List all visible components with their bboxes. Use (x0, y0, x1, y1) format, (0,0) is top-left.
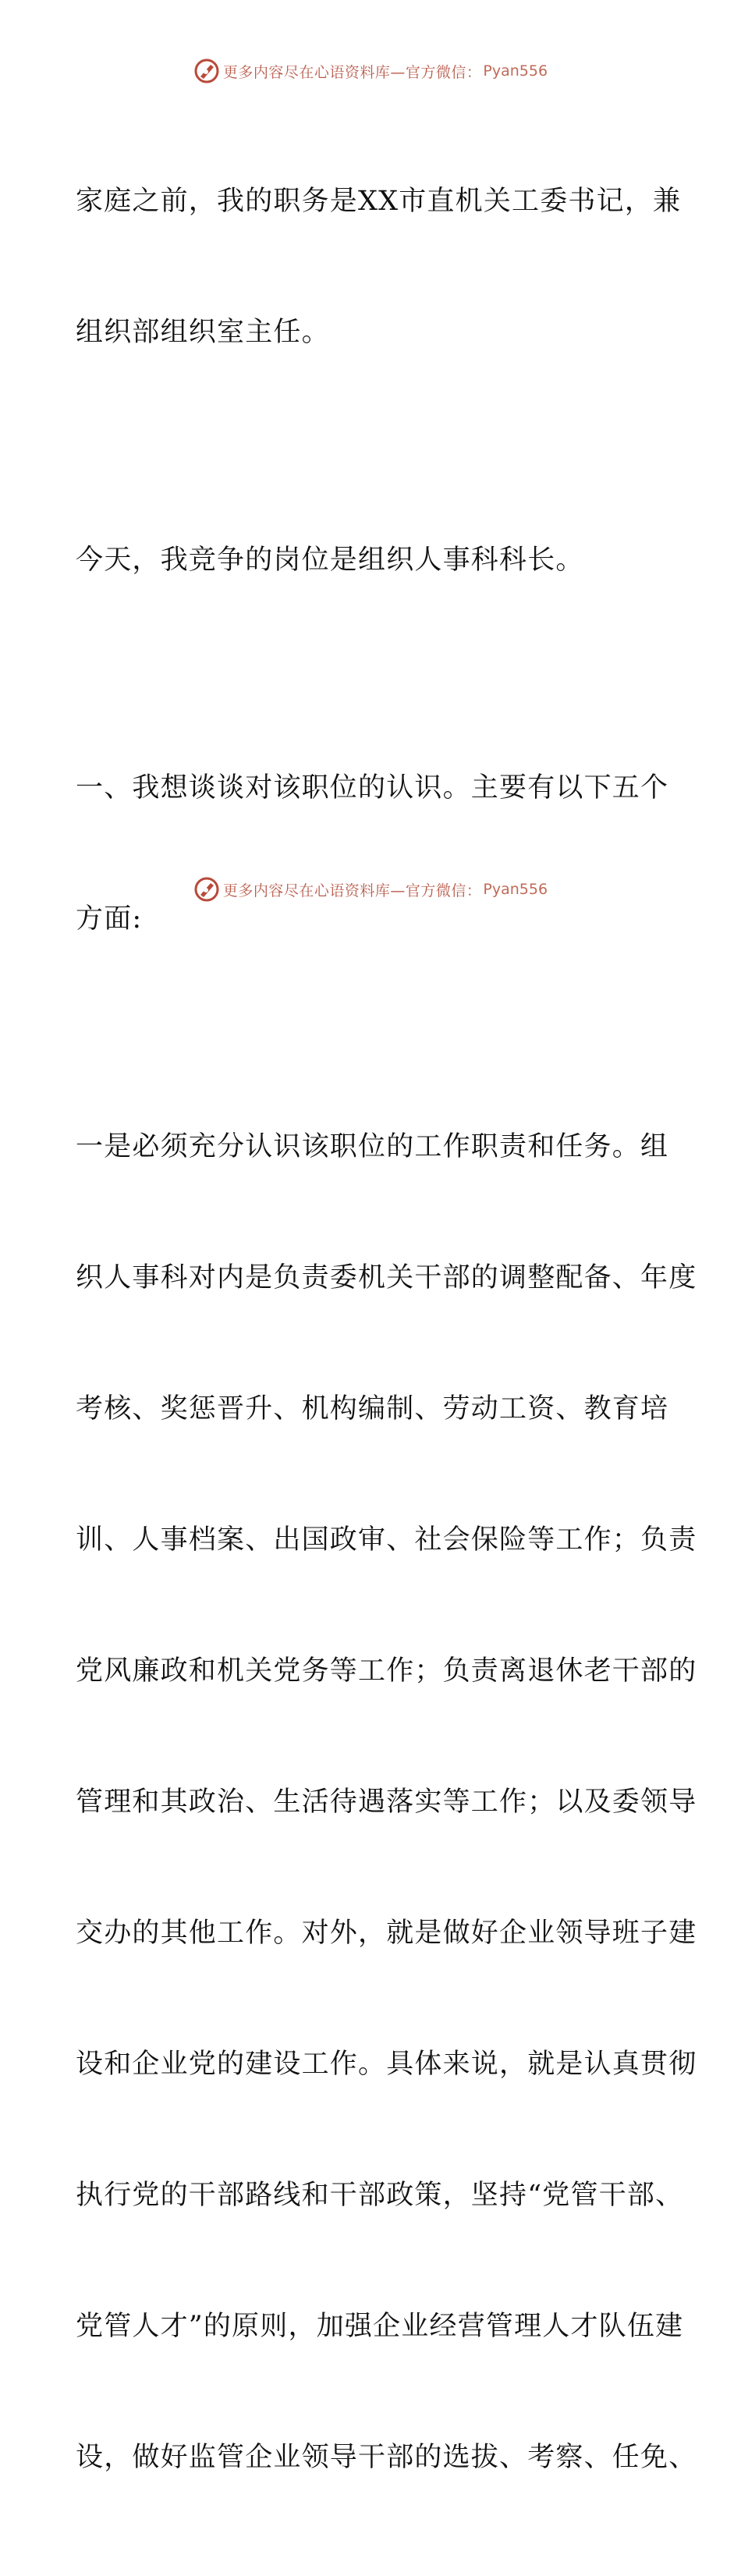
text-line: 组织部组织室主任。 (76, 317, 330, 348)
watermark-text: 更多内容尽在心语资料库—官方微信： (222, 63, 482, 81)
watermark-text: 更多内容尽在心语资料库—官方微信： (222, 882, 482, 899)
document-body (76, 92, 697, 2576)
text-line: 一、我想谈谈对该职位的认识。主要有以下五个 (76, 772, 669, 804)
watermark-wechat-id: Pyan556 (483, 62, 548, 80)
text-line: 设和企业党的建设工作。具体来说，就是认真贯彻 (76, 2049, 697, 2080)
text-line: 管理和其政治、生活待遇落实等工作；以及委领导 (76, 1787, 697, 1818)
paragraph (76, 679, 668, 1028)
text-line: 考核、奖惩晋升、机构编制、劳动工资、教育培 (76, 1393, 669, 1425)
pen-logo-icon (193, 58, 220, 84)
paragraph (76, 92, 682, 442)
text-line: 方面: (76, 903, 143, 935)
footer-watermark (0, 874, 741, 905)
text-line: 家庭之前，我的职务是XX市直机关工委书记，兼 (76, 186, 682, 217)
text-line: 党管人才”的原则，加强企业经营管理人才队伍建 (76, 2311, 684, 2342)
pen-logo-icon (193, 876, 220, 903)
paragraph (76, 451, 668, 669)
text-line: 设，做好监管企业领导干部的选拔、考察、任免、 (76, 2442, 697, 2473)
text-line: 织人事科对内是负责委机关干部的调整配备、年度 (76, 1262, 697, 1293)
text-line: 训、人事档案、出国政审、社会保险等工作；负责 (76, 1524, 697, 1556)
text-line: 今天，我竞争的岗位是组织人事科科长。 (76, 545, 584, 576)
watermark-wechat-id: Pyan556 (483, 881, 548, 898)
text-line: 执行党的干部路线和干部政策，坚持“党管干部、 (76, 2180, 684, 2211)
text-line: 党风廉政和机关党务等工作；负责离退休老干部的 (76, 1655, 697, 1687)
header-watermark (0, 55, 741, 87)
text-line: 交办的其他工作。对外，就是做好企业领导班子建 (76, 1918, 697, 1949)
text-line: 一是必须充分认识该职位的工作职责和任务。组 (76, 1131, 669, 1162)
paragraph (76, 1038, 697, 2567)
